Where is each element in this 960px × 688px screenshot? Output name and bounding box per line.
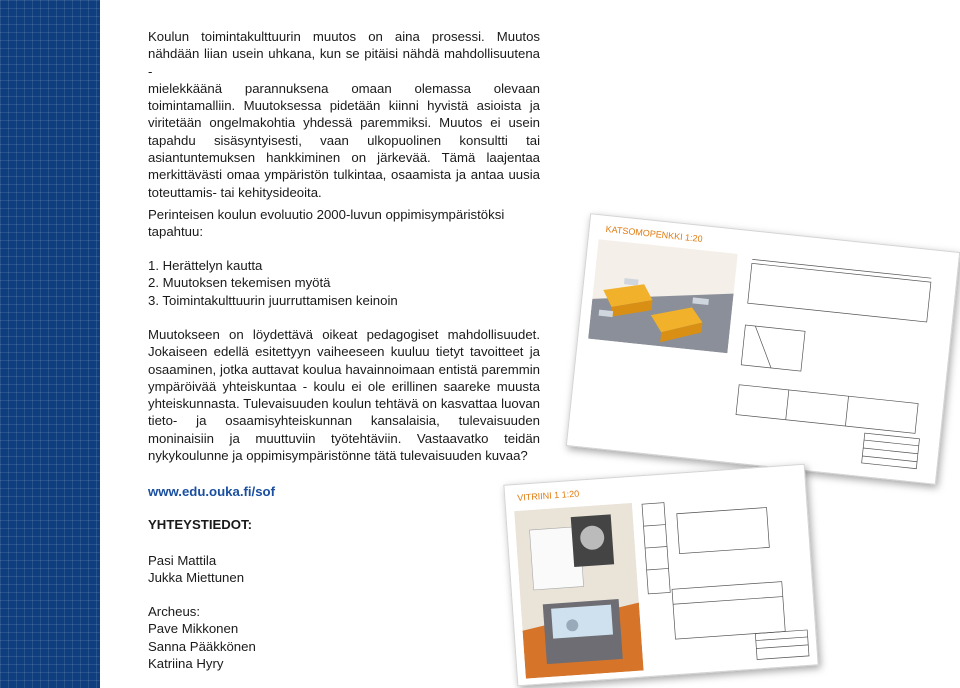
contacts-group-2 (148, 603, 540, 672)
evolution-heading (148, 206, 508, 241)
bench-technical-drawing (722, 254, 947, 474)
archeus-label: Archeus: (148, 604, 201, 619)
intro-line: asiantuntemuksen hankkiminen on järkevää. Tämä laajentaa (148, 150, 540, 166)
body-line: Jokaiseen edellä esitettyyn vaiheeseen kuuluu tietyt tavoitteet ja (148, 344, 540, 360)
step-item: 2. Muutoksen tekemisen myötä (148, 275, 331, 291)
contact-name: Katriina Hyry (148, 655, 224, 671)
intro-line: nähdään liian usein uhkana, kun se pitäisi nähdä mahdollisuutena - (148, 46, 540, 79)
cabinet-drawing-sheet (503, 464, 818, 687)
intro-line: viritetään ongelmakohtia yhdessä paremmiksi. Muutos ei usein (148, 115, 540, 131)
intro-line: Koulun toimintakulttuurin muutos on aina prosessi. Muutos (148, 29, 540, 44)
body-line: yhteiskunnasta. Tulevaisuuden koulun tehtävä on kasvattaa luovan (148, 396, 540, 412)
website-link[interactable] (148, 483, 540, 500)
intro-paragraph (148, 28, 540, 201)
evolution-heading-text: Perinteisen koulun evoluutio 2000-luvun oppimisympäristöksi tapahtuu: (148, 207, 505, 240)
body-line: tieto- ja osaamisyhteiskunnan kansalaisia, tulevaisuuden (148, 413, 540, 429)
intro-line: toteuttamis- tai kehitysideoita. (148, 184, 322, 200)
intro-line: toimintamalliin. Muutoksessa pidetään kiinni hyvistä asioista ja (148, 98, 540, 114)
intro-line: mielekkäänä parannuksena omaan olemassa olevaan (148, 80, 540, 96)
step-item: 1. Herättelyn kautta (148, 258, 263, 273)
body-line: osaaminen, jotka auttavat koulua havainnoimaan entistä paremmin (148, 361, 540, 377)
body-line: moninaisiin ja muuttuviin työtehtäviin. Vastaavatko teidän (148, 430, 540, 446)
body-line: nykykoulunne ja oppimisympäristönne tätä tulevaisuuden kuvaa? (148, 448, 528, 464)
contacts-heading (148, 516, 540, 533)
body-line: ympäröivää yhteiskuntaa - koulu ei ole erillinen saareke muusta (148, 378, 540, 394)
cabinet-sheet-title: VITRIINI 1 1:20 (516, 488, 580, 503)
contacts-heading-text: YHTEYSTIEDOT: (148, 517, 253, 532)
website-link-text[interactable]: www.edu.ouka.fi/sof (148, 484, 276, 499)
body-line: Muutokseen on löydettävä oikeat pedagogiset mahdollisuudet. (148, 327, 540, 342)
contact-name: Pasi Mattila (148, 553, 217, 568)
body-paragraph (148, 326, 540, 464)
cabinet-render-image (514, 503, 643, 679)
bench-drawing-sheet (566, 213, 960, 485)
steps-list (148, 257, 540, 309)
contact-name: Sanna Pääkkönen (148, 638, 256, 654)
blue-grid-sidebar (0, 0, 100, 688)
contact-name: Jukka Miettunen (148, 570, 245, 586)
intro-line: merkittävästi omaa ympäristön tulkintaa, osaamista ja antaa uusia (148, 167, 540, 183)
bench-render-image (588, 239, 738, 353)
contact-name: Pave Mikkonen (148, 621, 239, 637)
contacts-group-1 (148, 552, 540, 587)
cabinet-technical-drawing (635, 485, 812, 671)
step-item: 3. Toimintakulttuurin juurruttamisen keinoin (148, 292, 398, 308)
intro-line: tapahdu sisäsyntyisesti, vaan ulkopuolinen konsultti tai (148, 132, 540, 148)
bench-sheet-title: KATSOMOPENKKI 1:20 (605, 223, 704, 245)
